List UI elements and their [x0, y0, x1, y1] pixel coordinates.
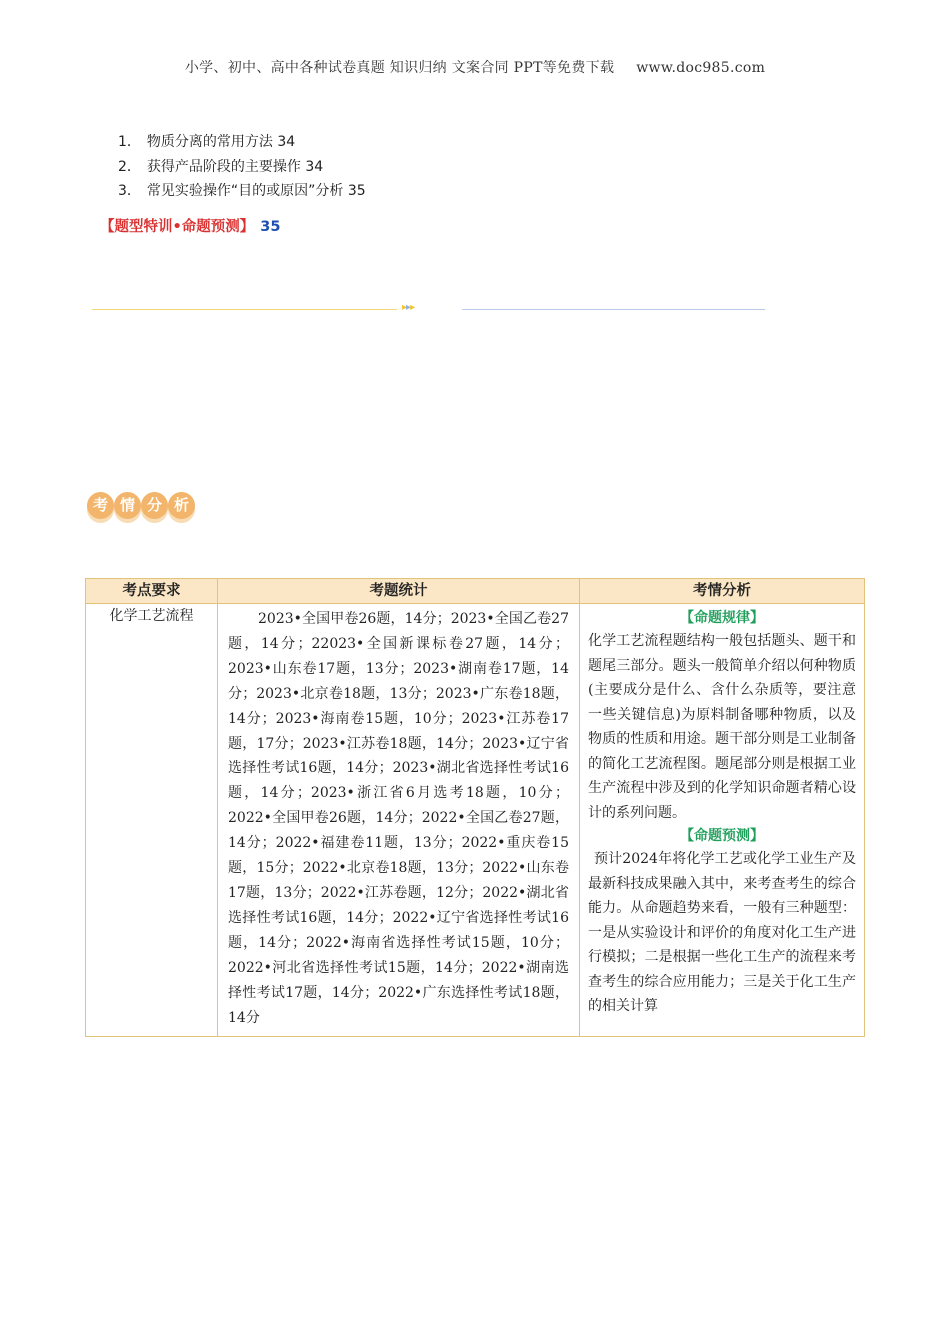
- toc-item[interactable]: [118, 130, 366, 155]
- toc-main-page: 35: [260, 219, 281, 235]
- rule-title: 【命题规律】: [680, 610, 764, 626]
- badge-char: 分: [141, 492, 168, 519]
- toc-main-entry[interactable]: [100, 215, 280, 236]
- topic-cell: 化学工艺流程: [86, 604, 218, 1037]
- toc-item-number: 2．: [118, 158, 141, 175]
- section-badge: [87, 492, 195, 528]
- toc-item-number: 3．: [118, 183, 141, 199]
- forecast-text: 预计2024年将化学工艺或化学工业生产及最新科技成果融入其中，来考查考生的综合能力。从命题趋势来看，一般有三种题型：一是从实验设计和评价的角度对化工生产进行模拟；二是根据一些化工生产的流程来考查考生的综合应用能力；三是关于化工生产的相关计算: [588, 851, 856, 1014]
- toc-item[interactable]: [118, 179, 366, 204]
- stats-text: 2023•全国甲卷26题，14分；2023•全国乙卷27题，14分；22023•全国新课标卷27题，14分；2023•山东卷17题，13分；2023•湖南卷17题，14分；2023•北京卷18题，13分；2023•广东卷18题，14分；2023•海南卷15题，10分；2023•江苏卷17题，17分；2023•江苏卷18题，14分；2023•辽宁省选择性考试16题，14分；2023•湖北省选择性考试16题，14分；2023•浙江省6月选考18题，10分；2022•全国甲卷26题，14分；2022•全国乙卷27题，14分；2022•福建卷11题，13分；2022•重庆卷15题，15分；2022•北京卷18题，13分；2022•山东卷17题，13分；2022•江苏卷题，12分；2022•湖北省选择性考试16题，14分；2022•辽宁省选择性考试16题，14分；2022•海南省选择性考试15题，10分；2022•河北省选择性考试15题，14分；2022•湖南选择性考试17题，14分；2022•广东选择性考试18题，14分: [228, 611, 569, 1026]
- toc-item-label: 物质分离的常用方法 34: [146, 134, 296, 150]
- forecast-title: 【命题预测】: [680, 828, 764, 844]
- divider-arrows-icon: ▸▸▸: [402, 302, 415, 313]
- badge-char: 析: [168, 492, 195, 519]
- table-row: [86, 604, 865, 1037]
- column-header: 考点要求: [86, 579, 218, 604]
- table-header-row: [86, 579, 865, 604]
- analysis-cell: [580, 604, 865, 1037]
- badge-char: 情: [114, 492, 141, 519]
- toc-item-number: 1．: [118, 134, 141, 150]
- column-header: 考题统计: [218, 579, 580, 604]
- stats-cell: [218, 604, 580, 1037]
- page-header: [0, 57, 950, 77]
- toc-main-label: 【题型特训•命题预测】: [100, 219, 255, 235]
- toc-item-label: 获得产品阶段的主要操作 34: [146, 158, 324, 175]
- divider-line-right: [462, 309, 765, 310]
- badge-char: 考: [87, 492, 114, 519]
- rule-text: 化学工艺流程题结构一般包括题头、题干和题尾三部分。题头一般简单介绍以何种物质(主要成分是什么、含什么杂质等，要注意一些关键信息)为原料制备哪种物质，以及物质的性质和用途。题干部分则是工业制备的简化工艺流程图。题尾部分则是根据工业生产流程中涉及到的化学知识命题者精心设计的系列问题。: [588, 633, 856, 821]
- exam-analysis-table: [85, 578, 865, 1037]
- column-header: 考情分析: [580, 579, 865, 604]
- toc-item[interactable]: [118, 155, 366, 180]
- table-of-contents: [118, 130, 366, 204]
- divider-line-left: [92, 309, 397, 310]
- header-text: 小学、初中、高中各种试卷真题 知识归纳 文案合同 PPT等免费下载: [184, 60, 615, 76]
- toc-item-label: 常见实验操作“目的或原因”分析 35: [146, 183, 366, 199]
- header-site: www.doc985.com: [636, 60, 766, 76]
